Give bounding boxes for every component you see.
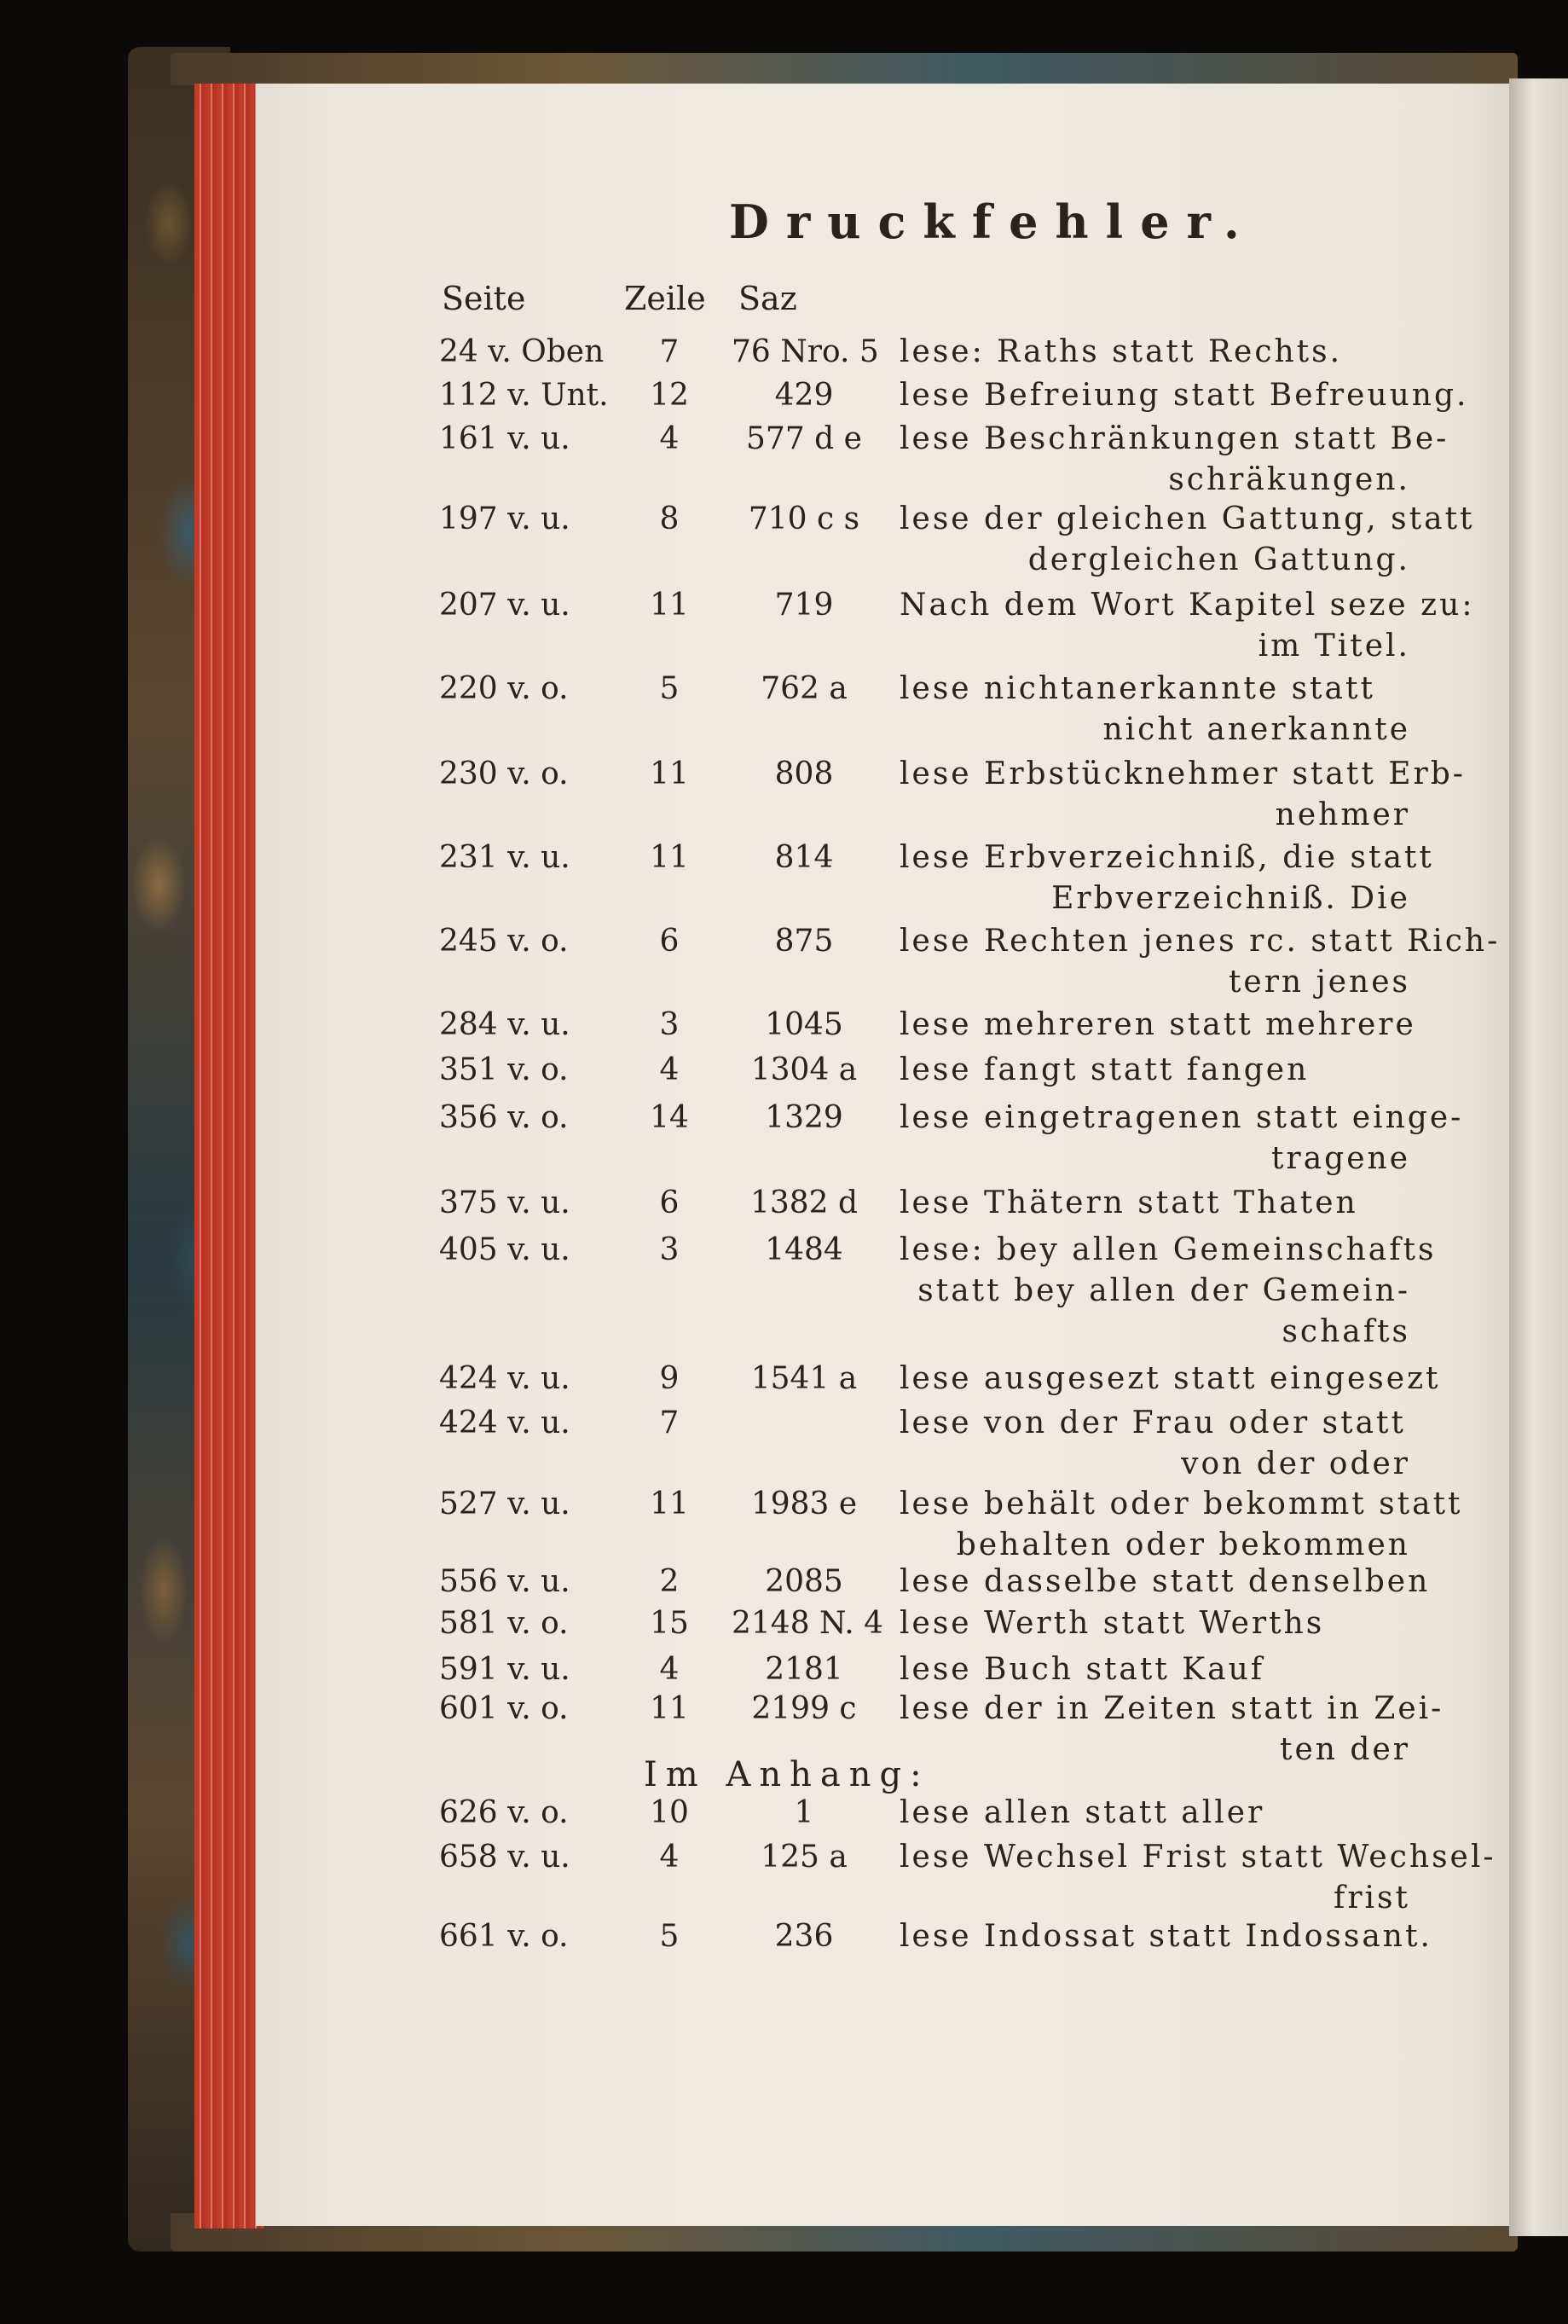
correction-text: lese ausgesezt statt eingesezt	[900, 1361, 1441, 1396]
line-number: 15	[650, 1606, 689, 1641]
page-number: 375 v. u.	[439, 1185, 570, 1220]
correction-text: lese nichtanerkannte statt	[900, 671, 1375, 706]
correction-continuation: nehmer	[1275, 797, 1410, 832]
correction-text: lese fangt statt fangen	[900, 1052, 1310, 1087]
section-number: 719	[774, 588, 834, 623]
header-zeile: Zeile	[624, 280, 706, 317]
page-number: 591 v. u.	[439, 1652, 570, 1687]
red-page-edges	[194, 84, 264, 2228]
section-number: 125 a	[761, 1840, 848, 1875]
correction-continuation: schafts	[1282, 1314, 1410, 1349]
correction-text: lese mehreren statt mehrere	[900, 1007, 1416, 1042]
facing-page-edge	[1509, 78, 1568, 2236]
line-number: 4	[659, 1840, 680, 1875]
correction-text: lese: bey allen Gemeinschafts	[900, 1232, 1437, 1267]
correction-continuation: von der oder	[1181, 1446, 1410, 1481]
line-number: 4	[659, 421, 680, 456]
line-number: 14	[650, 1100, 689, 1135]
correction-text: lese Wechsel Frist statt Wechsel-	[900, 1840, 1496, 1875]
section-number: 1983 e	[750, 1487, 858, 1521]
page-number: 161 v. u.	[439, 421, 570, 456]
correction-text: lese Thätern statt Thaten	[900, 1185, 1358, 1220]
line-number: 3	[659, 1232, 680, 1267]
line-number: 11	[650, 1691, 689, 1726]
line-number: 12	[650, 378, 689, 413]
line-number: 7	[659, 1405, 680, 1440]
correction-text: lese allen statt aller	[900, 1795, 1265, 1830]
section-number: 1541 a	[750, 1361, 858, 1396]
line-number: 6	[659, 1185, 680, 1220]
line-number: 3	[659, 1007, 680, 1042]
section-number: 814	[774, 840, 834, 875]
page-number: 661 v. o.	[439, 1919, 569, 1954]
correction-text: lese der in Zeiten statt in Zei-	[900, 1691, 1444, 1726]
line-number: 11	[650, 840, 689, 875]
line-number: 11	[650, 1487, 689, 1521]
cover-top-edge	[171, 53, 1518, 85]
header-satz: Saz	[738, 280, 797, 317]
page-number: 601 v. o.	[439, 1691, 569, 1726]
page-number: 112 v. Unt.	[439, 378, 609, 413]
page-number: 527 v. u.	[439, 1487, 570, 1521]
correction-continuation: Erbverzeichniß. Die	[1051, 881, 1410, 916]
correction-continuation: behalten oder bekommen	[956, 1527, 1410, 1562]
correction-text: lese behält oder bekommt statt	[900, 1487, 1463, 1521]
page-number: 424 v. u.	[439, 1405, 570, 1440]
section-number: 875	[774, 924, 834, 959]
correction-text: lese Erbverzeichniß, die statt	[900, 840, 1434, 875]
correction-text: lese eingetragenen statt einge-	[900, 1100, 1464, 1135]
page-number: 356 v. o.	[439, 1100, 569, 1135]
page-number: 405 v. u.	[439, 1232, 570, 1267]
page-number: 220 v. o.	[439, 671, 569, 706]
page-number: 351 v. o.	[439, 1052, 569, 1087]
section-number: 1	[794, 1795, 814, 1830]
line-number: 2	[659, 1564, 680, 1599]
line-number: 4	[659, 1052, 680, 1087]
correction-text: lese Indossat statt Indossant.	[900, 1919, 1432, 1954]
page-number: 424 v. u.	[439, 1361, 570, 1396]
section-number: 1045	[765, 1007, 843, 1042]
section-number: 429	[774, 378, 834, 413]
section-number: 710 c s	[748, 501, 860, 536]
correction-continuation: frist	[1334, 1881, 1410, 1915]
page-number: 556 v. u.	[439, 1564, 570, 1599]
correction-text: lese Buch statt Kauf	[900, 1652, 1265, 1687]
correction-continuation: tern jenes	[1228, 965, 1410, 1000]
page-number: 245 v. o.	[439, 924, 569, 959]
section-number: 762 a	[761, 671, 848, 706]
page-number: 24 v. Oben	[439, 334, 605, 369]
section-number: 1329	[765, 1100, 843, 1135]
page-number: 207 v. u.	[439, 588, 570, 623]
header-seite: Seite	[442, 280, 526, 317]
page-number: 230 v. o.	[439, 756, 569, 791]
correction-continuation: schräkungen.	[1168, 462, 1410, 497]
page-number: 197 v. u.	[439, 501, 570, 536]
page-number: 658 v. u.	[439, 1840, 570, 1875]
section-number: 2085	[765, 1564, 843, 1599]
section-number: 1484	[765, 1232, 843, 1267]
correction-continuation: nicht anerkannte	[1102, 712, 1410, 747]
anhang-heading: Im Anhang:	[644, 1755, 930, 1794]
section-number: 2181	[765, 1652, 843, 1687]
correction-text: lese: Raths statt Rechts.	[900, 334, 1343, 369]
section-number: 808	[774, 756, 834, 791]
correction-continuation: im Titel.	[1258, 629, 1410, 664]
section-number: 577 d e	[746, 421, 862, 456]
section-number: 76 Nro. 5	[732, 334, 879, 369]
correction-text: Nach dem Wort Kapitel seze zu:	[900, 588, 1475, 623]
correction-text: lese von der Frau oder statt	[900, 1405, 1406, 1440]
correction-text: lese Beschränkungen statt Be-	[900, 421, 1449, 456]
line-number: 11	[650, 756, 689, 791]
page-title: Druckfehler.	[729, 194, 1257, 249]
page-number: 581 v. o.	[439, 1606, 569, 1641]
line-number: 5	[659, 1919, 680, 1954]
line-number: 11	[650, 588, 689, 623]
line-number: 9	[659, 1361, 680, 1396]
correction-continuation: dergleichen Gattung.	[1027, 542, 1410, 577]
correction-text: lese der gleichen Gattung, statt	[900, 501, 1475, 536]
section-number: 2148 N. 4	[732, 1606, 884, 1641]
correction-text: lese Rechten jenes rc. statt Rich-	[900, 924, 1501, 959]
correction-text: lese dasselbe statt denselben	[900, 1564, 1431, 1599]
correction-continuation: statt bey allen der Gemein-	[917, 1273, 1410, 1308]
correction-text: lese Werth statt Werths	[900, 1606, 1325, 1641]
line-number: 7	[659, 334, 680, 369]
line-number: 10	[650, 1795, 689, 1830]
correction-text: lese Erbstücknehmer statt Erb-	[900, 756, 1466, 791]
correction-continuation: tragene	[1271, 1141, 1410, 1176]
line-number: 6	[659, 924, 680, 959]
page-number: 284 v. u.	[439, 1007, 570, 1042]
correction-text: lese Befreiung statt Befreuung.	[900, 378, 1469, 413]
section-number: 2199 c	[751, 1691, 857, 1726]
page-number: 626 v. o.	[439, 1795, 569, 1830]
line-number: 4	[659, 1652, 680, 1687]
page-number: 231 v. u.	[439, 840, 570, 875]
section-number: 236	[774, 1919, 834, 1954]
section-number: 1304 a	[750, 1052, 858, 1087]
line-number: 8	[659, 501, 680, 536]
section-number: 1382 d	[749, 1185, 859, 1220]
correction-continuation: ten der	[1280, 1732, 1410, 1767]
line-number: 5	[659, 671, 680, 706]
